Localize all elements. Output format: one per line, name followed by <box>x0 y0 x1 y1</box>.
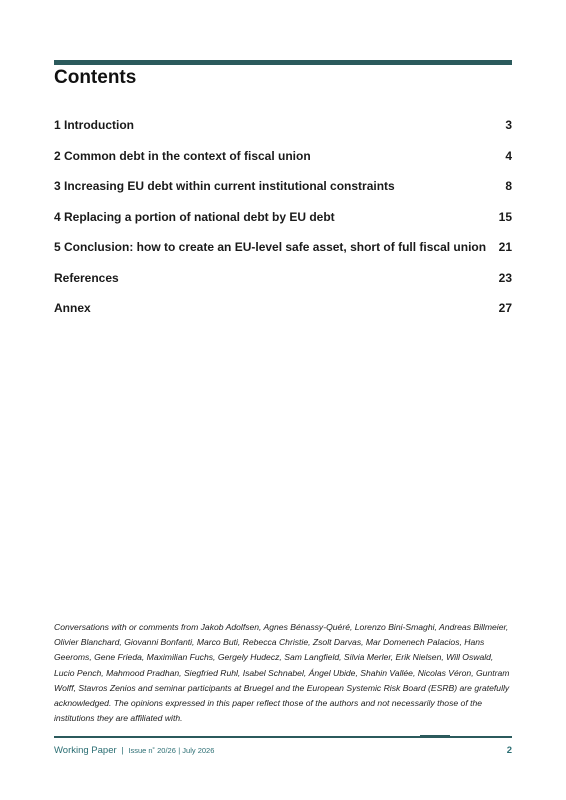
toc-entry[interactable] <box>54 271 512 302</box>
toc-entry[interactable] <box>54 301 512 332</box>
toc-entry-label: 4 Replacing a portion of national debt by EU debt <box>54 209 335 224</box>
page-number: 2 <box>506 745 512 756</box>
table-of-contents <box>54 118 512 332</box>
page-footer <box>54 745 512 756</box>
footer-publication-info <box>54 745 214 756</box>
toc-entry-page: 8 <box>505 179 512 193</box>
toc-entry-label: 5 Conclusion: how to create an EU-level safe asset, short of full fiscal union <box>54 240 487 254</box>
toc-entry-label: 3 Increasing EU debt within current institutional constraints <box>54 179 395 193</box>
toc-entry[interactable] <box>54 149 512 180</box>
toc-entry-label: 2 Common debt in the context of fiscal union <box>54 148 311 163</box>
footer-series: Working Paper <box>54 745 117 756</box>
toc-entry-page: 4 <box>505 148 512 163</box>
top-rule <box>54 60 512 65</box>
toc-entry-page: 15 <box>498 209 512 224</box>
toc-entry-label: 1 Introduction <box>54 118 134 132</box>
footer-date: | July 2026 <box>178 746 215 755</box>
footer-separator: | <box>121 745 124 755</box>
toc-entry-label: References <box>54 270 119 285</box>
toc-entry[interactable] <box>54 210 512 241</box>
page-title: Contents <box>54 67 137 88</box>
footer-rule-accent <box>420 735 450 738</box>
toc-entry[interactable] <box>54 118 512 149</box>
toc-entry-page: 3 <box>505 118 512 132</box>
toc-entry[interactable] <box>54 179 512 210</box>
toc-entry-page: 27 <box>498 301 512 315</box>
toc-entry-label: Annex <box>54 301 91 315</box>
toc-entry-page: 23 <box>498 270 512 285</box>
acknowledgement-note: Conversations with or comments from Jakob Adolfsen, Agnes Bénassy-Quéré, Lorenzo Bini-Smaghi, Andreas Billmeier, Olivier Blanchard, Giovanni Bonfanti, Marco Buti, Rebecca Christie, Zsolt Darvas, Mar Domenech Palacios, Hans Geeroms, Gene Frieda, Maximilian Fuchs, Gergely Hudecz, Sam Langfield, Silvia Merler, Erik Nielsen, Will Oswald, Lucio Pench, Mahmood Pradhan, Siegfried Ruhl, Isabel Schnabel, Ángel Ubide, Shahin Vallée, Nicolas Véron, Guntram Wolff, Stavros Zenios and seminar participants at Bruegel and the European Systemic Risk Board (ESRB) are gratefully acknowledged. The opinions expressed in this paper reflect those of the authors and not necessarily those of the institutions they are affiliated with. <box>54 622 510 724</box>
footer-issue: Issue n˚ 20/26 <box>128 746 176 755</box>
toc-entry-page: 21 <box>498 240 512 254</box>
toc-entry[interactable] <box>54 240 512 271</box>
